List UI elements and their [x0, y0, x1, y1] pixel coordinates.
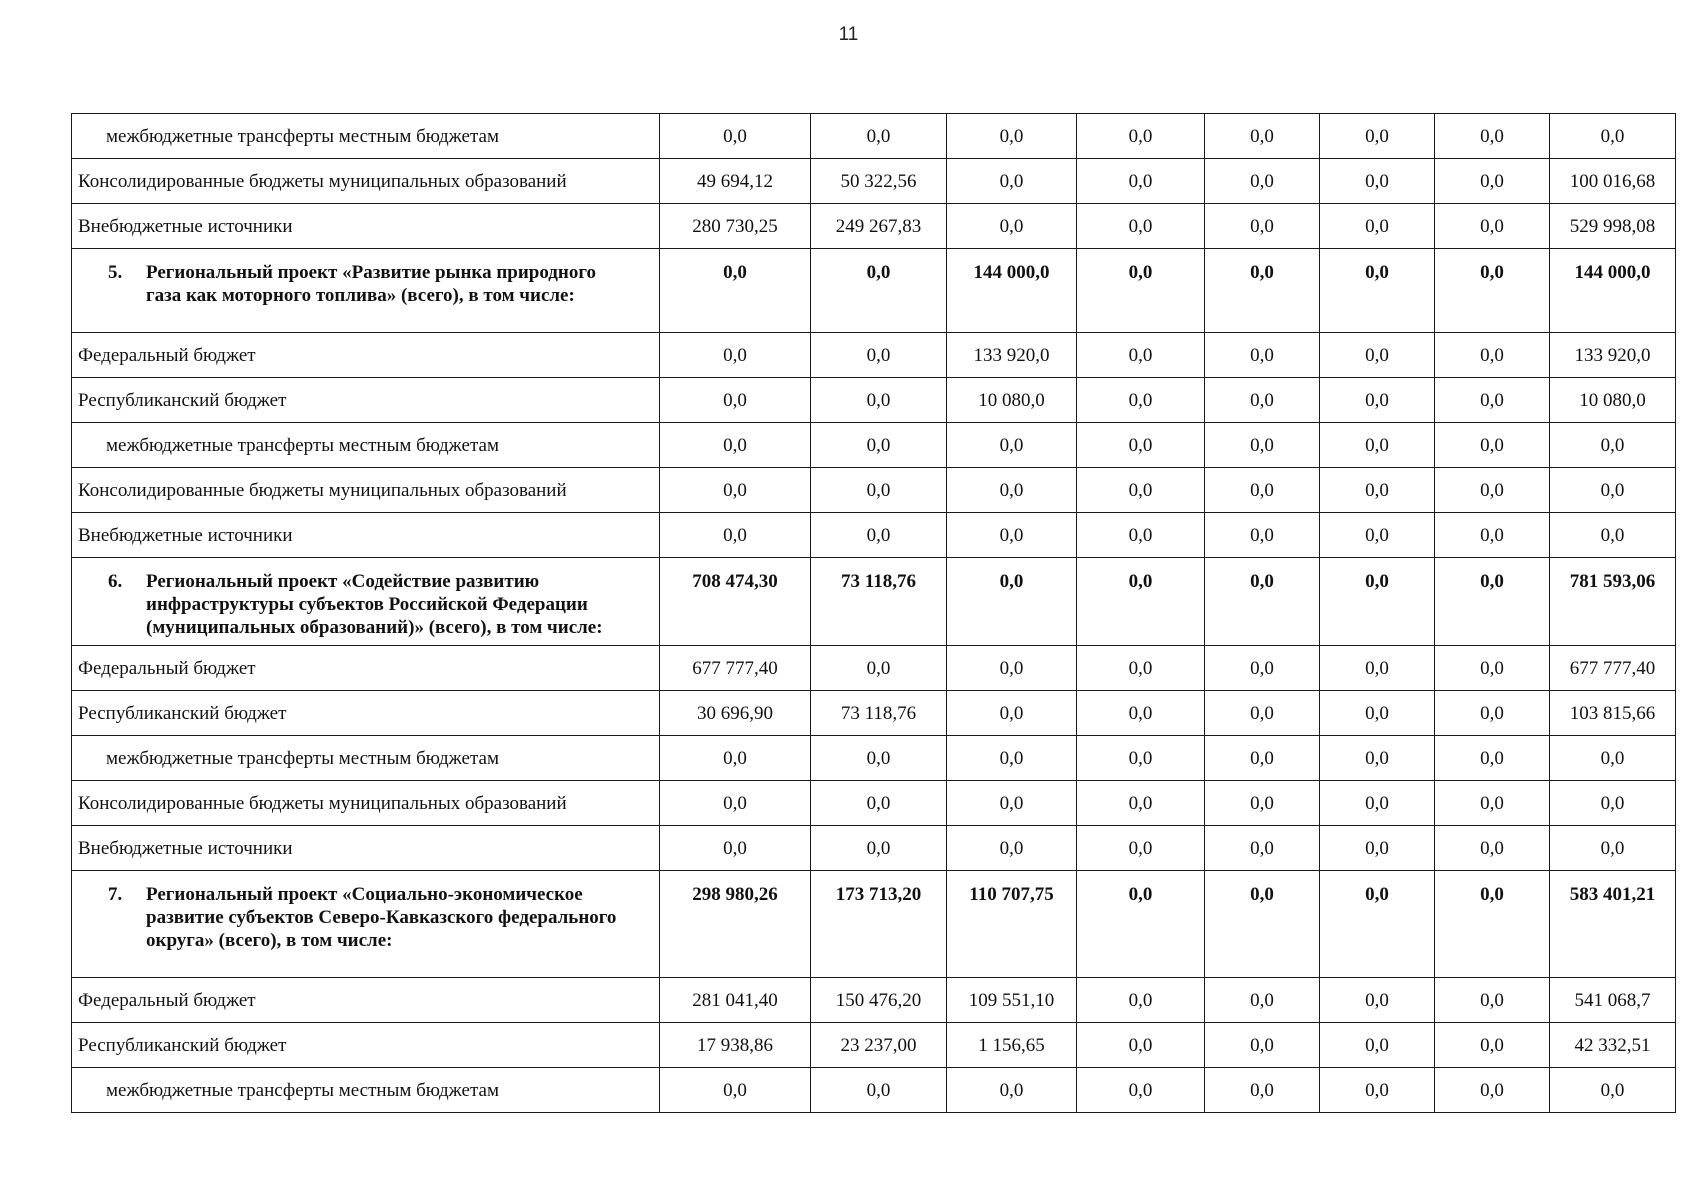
- value-cell: 0,0: [1435, 333, 1550, 378]
- value-cell: 0,0: [1205, 468, 1320, 513]
- value-cell: 0,0: [1077, 558, 1205, 646]
- value-cell: 0,0: [947, 423, 1077, 468]
- value-cell: 0,0: [1320, 1023, 1435, 1068]
- value-cell: 0,0: [1205, 691, 1320, 736]
- total-value-cell: 103 815,66: [1550, 691, 1676, 736]
- value-cell: 133 920,0: [947, 333, 1077, 378]
- value-cell: 0,0: [1205, 204, 1320, 249]
- total-value-cell: 0,0: [1550, 423, 1676, 468]
- budget-row: [72, 646, 1676, 691]
- value-cell: 0,0: [1320, 1068, 1435, 1113]
- row-label: Внебюджетные источники: [72, 826, 660, 871]
- project-number: 6.: [108, 571, 123, 592]
- value-cell: 17 938,86: [660, 1023, 811, 1068]
- value-cell: 0,0: [811, 333, 947, 378]
- value-cell: 0,0: [1077, 114, 1205, 159]
- row-label: Республиканский бюджет: [72, 378, 660, 423]
- value-cell: 0,0: [1435, 378, 1550, 423]
- project-number: 7.: [108, 884, 123, 905]
- value-cell: 0,0: [1077, 204, 1205, 249]
- value-cell: 0,0: [1435, 736, 1550, 781]
- page-number: 11: [838, 24, 859, 45]
- value-cell: 0,0: [660, 826, 811, 871]
- total-value-cell: 100 016,68: [1550, 159, 1676, 204]
- value-cell: 0,0: [1435, 159, 1550, 204]
- value-cell: 144 000,0: [947, 249, 1077, 333]
- project-row: [72, 871, 1676, 978]
- value-cell: 110 707,75: [947, 871, 1077, 978]
- value-cell: 0,0: [947, 513, 1077, 558]
- value-cell: 0,0: [1320, 646, 1435, 691]
- value-cell: 0,0: [1320, 691, 1435, 736]
- value-cell: 0,0: [1435, 558, 1550, 646]
- value-cell: 0,0: [1435, 513, 1550, 558]
- row-label: межбюджетные трансферты местным бюджетам: [72, 114, 660, 159]
- value-cell: 0,0: [1435, 871, 1550, 978]
- value-cell: 0,0: [1435, 249, 1550, 333]
- value-cell: 0,0: [1205, 736, 1320, 781]
- value-cell: 0,0: [1435, 114, 1550, 159]
- value-cell: 0,0: [660, 468, 811, 513]
- value-cell: 0,0: [1320, 333, 1435, 378]
- row-label: Консолидированные бюджеты муниципальных образований: [72, 781, 660, 826]
- total-value-cell: 0,0: [1550, 826, 1676, 871]
- value-cell: 0,0: [1435, 1068, 1550, 1113]
- value-cell: 0,0: [1077, 646, 1205, 691]
- total-value-cell: 0,0: [1550, 468, 1676, 513]
- total-value-cell: 583 401,21: [1550, 871, 1676, 978]
- value-cell: 150 476,20: [811, 978, 947, 1023]
- project-title: Региональный проект «Развитие рынка природного газа как моторного топлива» (всего), в том числе:: [146, 262, 597, 306]
- value-cell: 0,0: [811, 513, 947, 558]
- budget-table-body: [72, 114, 1676, 1113]
- value-cell: 0,0: [1077, 1023, 1205, 1068]
- total-value-cell: 0,0: [1550, 781, 1676, 826]
- value-cell: 0,0: [811, 468, 947, 513]
- value-cell: 0,0: [1077, 513, 1205, 558]
- value-cell: 0,0: [1435, 646, 1550, 691]
- value-cell: 0,0: [1205, 826, 1320, 871]
- value-cell: 0,0: [1320, 978, 1435, 1023]
- value-cell: 0,0: [1320, 468, 1435, 513]
- value-cell: 0,0: [1205, 159, 1320, 204]
- value-cell: 0,0: [811, 423, 947, 468]
- value-cell: 0,0: [1077, 978, 1205, 1023]
- budget-table: [71, 113, 1676, 1113]
- value-cell: 0,0: [947, 781, 1077, 826]
- value-cell: 0,0: [1077, 423, 1205, 468]
- value-cell: 0,0: [1077, 333, 1205, 378]
- value-cell: 0,0: [660, 423, 811, 468]
- value-cell: 0,0: [1077, 826, 1205, 871]
- row-label: Республиканский бюджет: [72, 1023, 660, 1068]
- value-cell: 73 118,76: [811, 558, 947, 646]
- budget-row: [72, 513, 1676, 558]
- value-cell: 0,0: [1205, 513, 1320, 558]
- value-cell: 0,0: [947, 468, 1077, 513]
- value-cell: 0,0: [947, 114, 1077, 159]
- budget-row: [72, 781, 1676, 826]
- budget-row: [72, 204, 1676, 249]
- total-value-cell: 42 332,51: [1550, 1023, 1676, 1068]
- row-label: Консолидированные бюджеты муниципальных образований: [72, 468, 660, 513]
- value-cell: 0,0: [1435, 1023, 1550, 1068]
- value-cell: 0,0: [1205, 378, 1320, 423]
- total-value-cell: 0,0: [1550, 1068, 1676, 1113]
- budget-row: [72, 978, 1676, 1023]
- row-label: межбюджетные трансферты местным бюджетам: [72, 423, 660, 468]
- row-label: Внебюджетные источники: [72, 204, 660, 249]
- total-value-cell: 0,0: [1550, 736, 1676, 781]
- total-value-cell: 529 998,08: [1550, 204, 1676, 249]
- value-cell: 0,0: [947, 691, 1077, 736]
- value-cell: 0,0: [660, 378, 811, 423]
- row-label: Федеральный бюджет: [72, 333, 660, 378]
- value-cell: 0,0: [1435, 781, 1550, 826]
- value-cell: 0,0: [1435, 978, 1550, 1023]
- value-cell: 0,0: [660, 114, 811, 159]
- value-cell: 73 118,76: [811, 691, 947, 736]
- value-cell: 0,0: [947, 1068, 1077, 1113]
- value-cell: 0,0: [1205, 781, 1320, 826]
- value-cell: 708 474,30: [660, 558, 811, 646]
- value-cell: 0,0: [1320, 826, 1435, 871]
- value-cell: 0,0: [660, 781, 811, 826]
- value-cell: 0,0: [1077, 159, 1205, 204]
- value-cell: 0,0: [660, 249, 811, 333]
- value-cell: 0,0: [1205, 333, 1320, 378]
- value-cell: 0,0: [811, 1068, 947, 1113]
- value-cell: 173 713,20: [811, 871, 947, 978]
- row-label: Федеральный бюджет: [72, 646, 660, 691]
- row-label: Федеральный бюджет: [72, 978, 660, 1023]
- total-value-cell: 144 000,0: [1550, 249, 1676, 333]
- value-cell: 109 551,10: [947, 978, 1077, 1023]
- value-cell: 10 080,0: [947, 378, 1077, 423]
- project-number: 5.: [108, 262, 123, 283]
- project-title-cell: [72, 249, 660, 333]
- value-cell: 0,0: [1435, 826, 1550, 871]
- value-cell: 0,0: [947, 736, 1077, 781]
- total-value-cell: 541 068,7: [1550, 978, 1676, 1023]
- row-label: Консолидированные бюджеты муниципальных образований: [72, 159, 660, 204]
- budget-row: [72, 691, 1676, 736]
- project-title: Региональный проект «Социально-экономическое развитие субъектов Северо-Кавказского федерального округа» (всего), в том числе:: [146, 884, 617, 951]
- value-cell: 0,0: [1435, 468, 1550, 513]
- budget-row: [72, 1068, 1676, 1113]
- total-value-cell: 677 777,40: [1550, 646, 1676, 691]
- row-label: межбюджетные трансферты местным бюджетам: [72, 1068, 660, 1113]
- value-cell: 0,0: [1320, 781, 1435, 826]
- value-cell: 0,0: [1320, 736, 1435, 781]
- value-cell: 0,0: [811, 781, 947, 826]
- value-cell: 0,0: [1205, 1023, 1320, 1068]
- value-cell: 0,0: [947, 826, 1077, 871]
- row-label: Республиканский бюджет: [72, 691, 660, 736]
- value-cell: 30 696,90: [660, 691, 811, 736]
- value-cell: 0,0: [1077, 781, 1205, 826]
- value-cell: 0,0: [811, 646, 947, 691]
- value-cell: 0,0: [947, 646, 1077, 691]
- total-value-cell: 133 920,0: [1550, 333, 1676, 378]
- budget-row: [72, 423, 1676, 468]
- budget-row: [72, 159, 1676, 204]
- value-cell: 0,0: [1205, 249, 1320, 333]
- value-cell: 0,0: [1205, 1068, 1320, 1113]
- value-cell: 0,0: [947, 159, 1077, 204]
- value-cell: 0,0: [1435, 423, 1550, 468]
- value-cell: 0,0: [811, 736, 947, 781]
- total-value-cell: 0,0: [1550, 513, 1676, 558]
- value-cell: 0,0: [1077, 468, 1205, 513]
- project-row: [72, 558, 1676, 646]
- value-cell: 0,0: [1320, 114, 1435, 159]
- value-cell: 50 322,56: [811, 159, 947, 204]
- row-label: Внебюджетные источники: [72, 513, 660, 558]
- value-cell: 249 267,83: [811, 204, 947, 249]
- project-title-cell: [72, 558, 660, 646]
- budget-row: [72, 736, 1676, 781]
- budget-row: [72, 826, 1676, 871]
- project-title-cell: [72, 871, 660, 978]
- value-cell: 298 980,26: [660, 871, 811, 978]
- value-cell: 0,0: [1320, 871, 1435, 978]
- value-cell: 280 730,25: [660, 204, 811, 249]
- value-cell: 0,0: [1077, 691, 1205, 736]
- value-cell: 0,0: [1320, 159, 1435, 204]
- value-cell: 0,0: [1077, 378, 1205, 423]
- value-cell: 0,0: [1205, 978, 1320, 1023]
- value-cell: 1 156,65: [947, 1023, 1077, 1068]
- value-cell: 0,0: [1320, 513, 1435, 558]
- value-cell: 0,0: [660, 1068, 811, 1113]
- row-label: межбюджетные трансферты местным бюджетам: [72, 736, 660, 781]
- value-cell: 0,0: [1077, 736, 1205, 781]
- total-value-cell: 10 080,0: [1550, 378, 1676, 423]
- value-cell: 0,0: [1205, 871, 1320, 978]
- project-title: Региональный проект «Содействие развитию инфраструктуры субъектов Российской Федерации (муниципальных образований)» (всего), в том числе:: [146, 571, 603, 638]
- value-cell: 0,0: [947, 204, 1077, 249]
- value-cell: 0,0: [1320, 558, 1435, 646]
- value-cell: 0,0: [1205, 558, 1320, 646]
- budget-row: [72, 468, 1676, 513]
- value-cell: 0,0: [660, 736, 811, 781]
- value-cell: 0,0: [1205, 114, 1320, 159]
- value-cell: 0,0: [811, 378, 947, 423]
- project-row: [72, 249, 1676, 333]
- value-cell: 677 777,40: [660, 646, 811, 691]
- value-cell: 0,0: [1435, 204, 1550, 249]
- budget-row: [72, 1023, 1676, 1068]
- value-cell: 0,0: [1320, 423, 1435, 468]
- value-cell: 0,0: [947, 558, 1077, 646]
- value-cell: 0,0: [1077, 871, 1205, 978]
- budget-row: [72, 114, 1676, 159]
- total-value-cell: 0,0: [1550, 114, 1676, 159]
- value-cell: 49 694,12: [660, 159, 811, 204]
- value-cell: 0,0: [1077, 249, 1205, 333]
- value-cell: 0,0: [1205, 423, 1320, 468]
- value-cell: 281 041,40: [660, 978, 811, 1023]
- value-cell: 23 237,00: [811, 1023, 947, 1068]
- value-cell: 0,0: [660, 513, 811, 558]
- budget-row: [72, 378, 1676, 423]
- value-cell: 0,0: [1320, 204, 1435, 249]
- value-cell: 0,0: [811, 114, 947, 159]
- budget-row: [72, 333, 1676, 378]
- value-cell: 0,0: [1320, 378, 1435, 423]
- value-cell: 0,0: [811, 249, 947, 333]
- value-cell: 0,0: [811, 826, 947, 871]
- value-cell: 0,0: [1320, 249, 1435, 333]
- total-value-cell: 781 593,06: [1550, 558, 1676, 646]
- value-cell: 0,0: [1435, 691, 1550, 736]
- value-cell: 0,0: [1205, 646, 1320, 691]
- value-cell: 0,0: [1077, 1068, 1205, 1113]
- value-cell: 0,0: [660, 333, 811, 378]
